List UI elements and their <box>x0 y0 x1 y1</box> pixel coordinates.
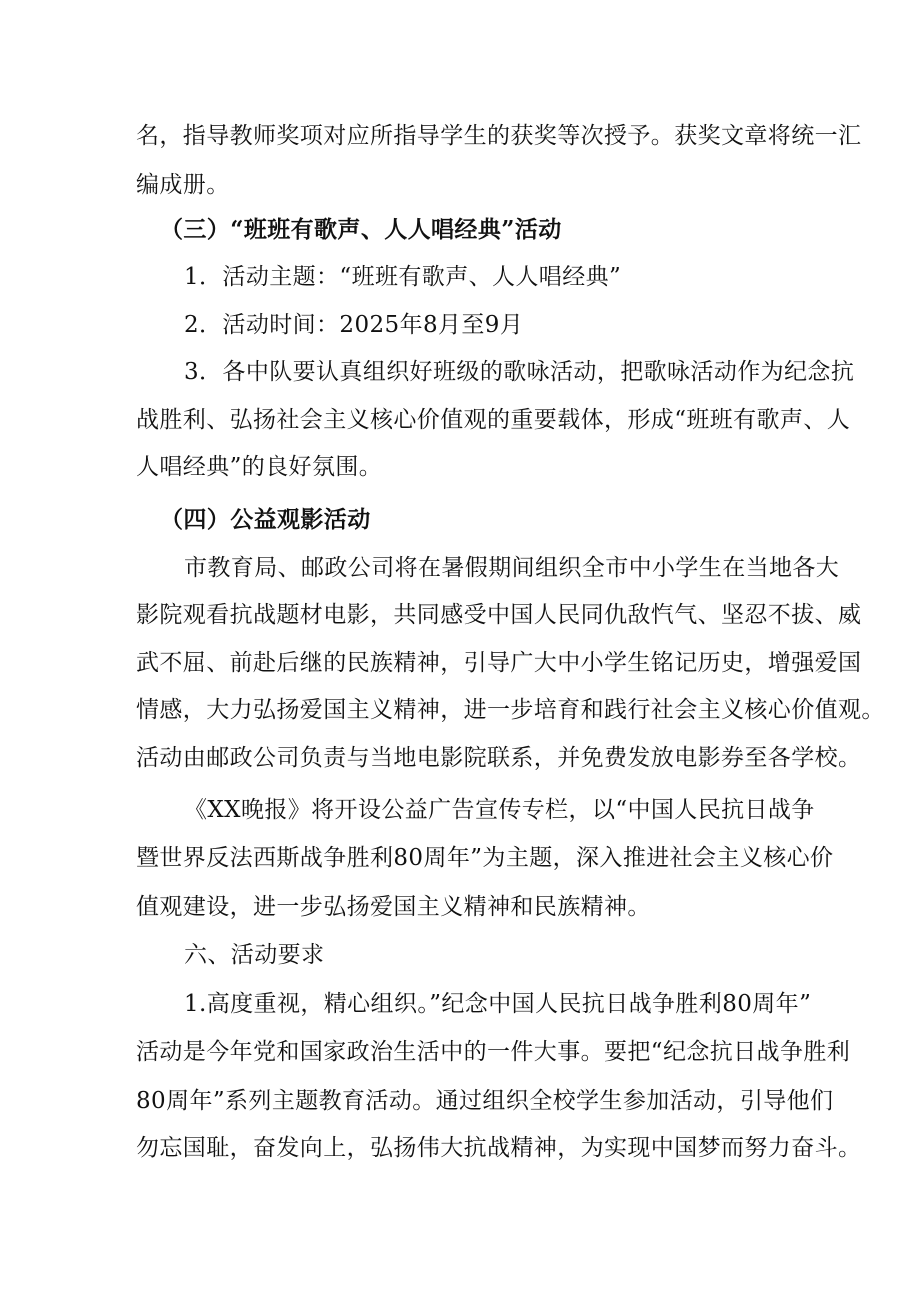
body-line: 值观建设，进一步弘扬爱国主义精神和民族精神。 <box>136 894 651 920</box>
body-line: 情感，大力弘扬爱国主义精神，进一步培育和践行社会主义核心价值观。 <box>136 697 885 723</box>
body-line: 人唱经典”的良好氛围。 <box>136 454 383 480</box>
section-heading-4: （四）公益观影活动 <box>160 506 371 533</box>
body-line: 编成册。 <box>136 172 230 198</box>
body-line: 活动是今年党和国家政治生活中的一件大事。要把“纪念抗日战争胜利 <box>136 1039 851 1065</box>
body-line: 活动由邮政公司负责与当地电影院联系，并免费发放电影券至各学校。 <box>136 745 862 771</box>
body-line: 市教育局、邮政公司将在暑假期间组织全市中小学生在当地各大 <box>184 555 840 581</box>
body-line: 武不屈、前赴后继的民族精神，引导广大中小学生铭记历史，增强爱国 <box>136 650 862 676</box>
section-heading-3: （三）“班班有歌声、人人唱经典”活动 <box>160 216 562 243</box>
body-line: 战胜利、弘扬社会主义核心价值观的重要载体，形成“班班有歌声、人 <box>136 407 851 433</box>
body-line: 名，指导教师奖项对应所指导学生的获奖等次授予。获奖文章将统一汇 <box>136 123 862 149</box>
body-line: 影院观看抗战题材电影，共同感受中国人民同仇敌忾气、坚忍不拔、威 <box>136 602 862 628</box>
body-line: 80周年”系列主题教育活动。通过组织全校学生参加活动，引导他们 <box>136 1088 834 1114</box>
section-heading-6: 六、活动要求 <box>184 942 325 968</box>
list-item: 1．活动主题：“班班有歌声、人人唱经典” <box>184 264 622 290</box>
list-item: 2．活动时间：2025年8月至9月 <box>184 312 524 338</box>
body-line: 暨世界反法西斯战争胜利80周年”为主题，深入推进社会主义核心价 <box>136 845 834 871</box>
body-line: 勿忘国耻，奋发向上，弘扬伟大抗战精神，为实现中国梦而努力奋斗。 <box>136 1135 862 1161</box>
body-line: 《XX晚报》将开设公益广告宣传专栏，以“中国人民抗日战争 <box>184 797 815 823</box>
list-item: 3．各中队要认真组织好班级的歌咏活动，把歌咏活动作为纪念抗 <box>184 359 855 385</box>
list-item: 1.高度重视，精心组织。”纪念中国人民抗日战争胜利80周年” <box>184 991 812 1017</box>
